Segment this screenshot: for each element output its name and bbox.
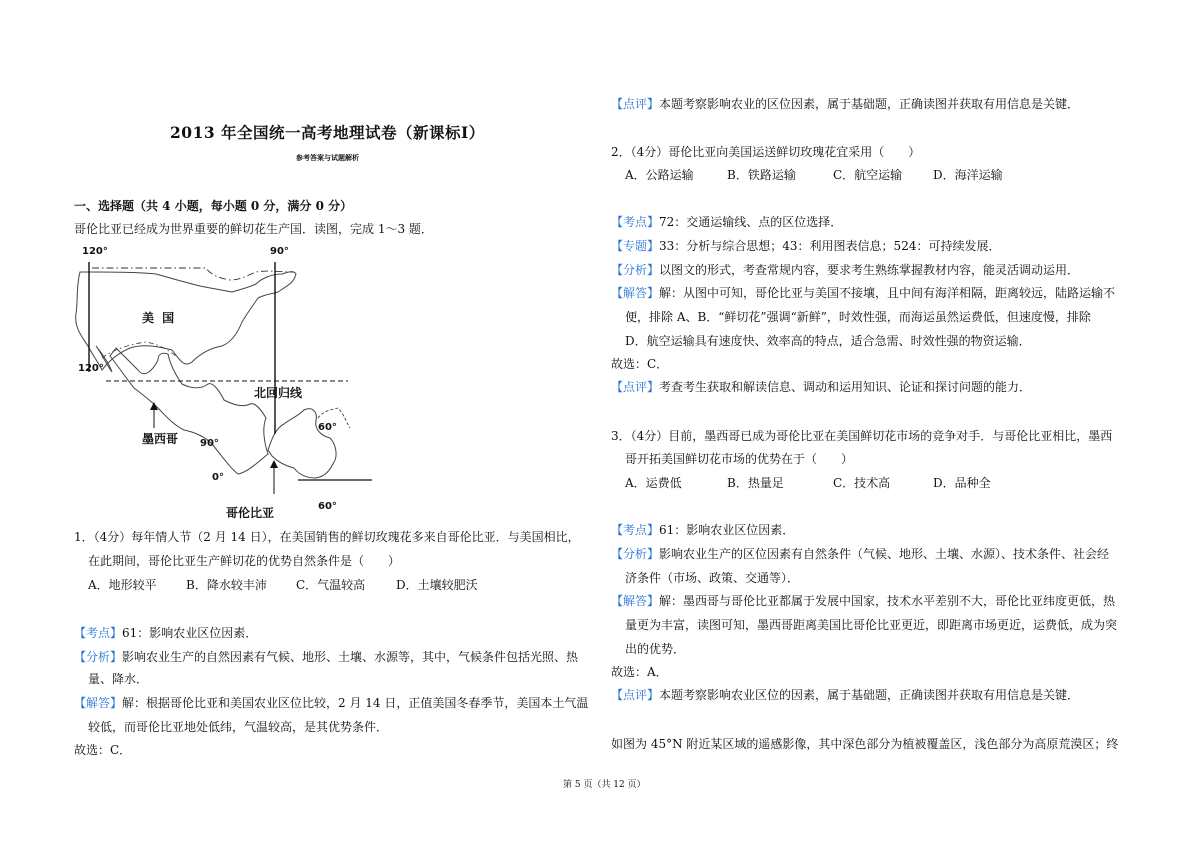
q3-fenxi-line2: 济条件（市场、政策、交通等）． [625, 571, 800, 585]
q2-jieda-line2: 便，排除 A、B．“鲜切花”强调“新鲜”，时效性强，而海运虽然运费低，但速度慢，排除 [625, 310, 1091, 324]
page-subtitle: 参考答案与试题解析 [296, 153, 359, 162]
q3-option-c: C．技术高 [833, 476, 891, 490]
map-label-equator: 0° [212, 472, 224, 483]
q2-kaodian [611, 213, 842, 230]
q1-fenxi-tag: 【分析】 [74, 650, 123, 664]
map-label-colombia: 哥伦比亚 [226, 506, 275, 520]
q1-kaodian-text: 61：影响农业区位因素． [122, 626, 258, 640]
q1-stem-line2: 在此期间，哥伦比亚生产鲜切花的优势自然条件是（ ） [88, 554, 401, 568]
q2-jieda [611, 284, 1115, 301]
q2-option-d: D．海洋运输 [933, 168, 1003, 182]
q2-zhuanti [611, 237, 1000, 254]
q3-jieda-line2: 量更为丰富，读图可知，墨西哥距离美国比哥伦比亚更近，即距离市场更近，运费低，成为突 [625, 618, 1118, 632]
map-label-120-left: 120° [78, 363, 104, 374]
q3-dianping-tag: 【点评】 [611, 688, 660, 702]
section-intro: 哥伦比亚已经成为世界重要的鲜切花生产国．读图，完成 1～3 题． [74, 222, 433, 236]
q3-jieda-tag: 【解答】 [611, 594, 660, 608]
q2-kaodian-text: 72：交通运输线、点的区位选择． [659, 215, 843, 229]
q1-option-a: A．地形较平 [88, 578, 157, 592]
q1-stem-line1: 1．（4分）每年情人节（2 月 14 日），在美国销售的鲜切玫瑰花多来自哥伦比亚．与美国相比， [74, 530, 580, 544]
colombia-arrow-head [270, 460, 278, 468]
q1-jieda-tag: 【解答】 [74, 696, 123, 710]
mexico-arrow-head [150, 402, 158, 410]
map-label-90-bottom: 90° [200, 438, 219, 449]
q1-option-c: C．气温较高 [296, 578, 366, 592]
q1-dianping-tag: 【点评】 [611, 97, 660, 111]
q2-option-b: B．铁路运输 [727, 168, 796, 182]
q2-kaodian-tag: 【考点】 [611, 215, 660, 229]
q1-fenxi-line2: 量、降水． [88, 672, 149, 686]
map-label-usa: 美 国 [142, 311, 177, 325]
q2-stem: 2．（4分）哥伦比亚向美国运送鲜切玫瑰花宜采用（ ） [611, 145, 921, 159]
map-label-60-top: 60° [318, 422, 337, 433]
q3-option-b: B．热量足 [727, 476, 784, 490]
map-label-60-bottom: 60° [318, 501, 337, 512]
q3-dianping [611, 686, 1079, 703]
us-mexico-border [102, 342, 176, 358]
q1-jieda-text1: 解：根据哥伦比亚和美国农业区位比较，2 月 14 日，正值美国冬春季节，美国本土气温 [122, 696, 589, 710]
q2-jieda-tag: 【解答】 [611, 286, 660, 300]
q2-dianping-tag: 【点评】 [611, 380, 660, 394]
q2-dianping [611, 378, 1031, 395]
q2-dianping-text: 考查考生获取和解读信息、调动和运用知识、论证和探讨问题的能力． [659, 380, 1032, 394]
q1-dianping [611, 95, 1079, 112]
colombia-outline [268, 409, 336, 478]
map-label-mexico: 墨西哥 [142, 432, 179, 446]
q1-fenxi-text1: 影响农业生产的自然因素有气候、地形、土壤、水源等，其中，气候条件包括光照、热 [122, 650, 579, 664]
q3-jieda [611, 592, 1115, 609]
q3-fenxi-tag: 【分析】 [611, 547, 660, 561]
q1-jieda [74, 694, 588, 711]
q2-jieda-text1: 解：从图中可知，哥伦比亚与美国不接壤，且中间有海洋相隔，距离较远，陆路运输不 [659, 286, 1116, 300]
q3-stem-line1: 3．（4分）目前，墨西哥已成为哥伦比亚在美国鲜切花市场的竞争对手．与哥伦比亚相比，墨西 [611, 429, 1113, 443]
q2-zhuanti-tag: 【专题】 [611, 239, 660, 253]
map-label-tropic: 北回归线 [254, 386, 303, 400]
map-label-120-top: 120° [82, 246, 108, 257]
q3-fenxi [611, 545, 1109, 562]
page-title: 2013 年全国统一高考地理试卷（新课标Ⅰ） [170, 123, 485, 142]
q2-fenxi [611, 261, 1079, 278]
q3-dianping-text: 本题考察影响农业区位的因素，属于基础题，正确读图并获取有用信息是关键． [659, 688, 1080, 702]
q3-jieda-text1: 解：墨西哥与哥伦比亚都属于发展中国家，技术水平差别不大，哥伦比亚纬度更低，热 [659, 594, 1116, 608]
q3-option-d: D．品种全 [933, 476, 991, 490]
mexico-outline [110, 348, 268, 474]
q3-answer: 故选：A． [611, 665, 668, 679]
q3-option-a: A．运费低 [625, 476, 682, 490]
q1-answer: 故选：C． [74, 743, 132, 757]
map-label-90-top: 90° [270, 246, 289, 257]
section-heading: 一、选择题（共 4 小题，每小题 0 分，满分 0 分） [74, 199, 353, 213]
q3-kaodian [611, 521, 794, 538]
q2-option-a: A．公路运输 [625, 168, 694, 182]
q2-fenxi-text: 以图文的形式，考查常规内容，要求考生熟练掌握教材内容，能灵活调动运用． [659, 263, 1080, 277]
q2-jieda-line3: D．航空运输具有速度快、效率高的特点，适合急需、时效性强的物资运输． [625, 334, 1031, 348]
q2-option-c: C．航空运输 [833, 168, 903, 182]
q2-fenxi-tag: 【分析】 [611, 263, 660, 277]
q1-option-b: B．降水较丰沛 [186, 578, 267, 592]
q1-option-d: D．土壤较肥沃 [396, 578, 478, 592]
q2-zhuanti-text: 33：分析与综合思想；43：利用图表信息；524：可持续发展． [659, 239, 1001, 253]
q1-kaodian-tag: 【考点】 [74, 626, 123, 640]
q1-jieda-line2: 较低，而哥伦比亚地处低纬，气温较高，是其优势条件． [88, 720, 389, 734]
q3-stem-line2: 哥开拓美国鲜切花市场的优势在于（ ） [625, 452, 854, 466]
q1-kaodian [74, 624, 257, 641]
usa-outline [76, 272, 296, 370]
q1-dianping-text: 本题考察影响农业的区位因素，属于基础题，正确读图并获取有用信息是关键． [659, 97, 1080, 111]
q3-fenxi-text1: 影响农业生产的区位因素有自然条件（气候、地形、土壤、水源）、技术条件、社会经 [659, 547, 1110, 561]
q1-fenxi [74, 648, 578, 665]
q3-jieda-line3: 出的优势． [625, 642, 686, 656]
q3-kaodian-tag: 【考点】 [611, 523, 660, 537]
q3-kaodian-text: 61：影响农业区位因素． [659, 523, 795, 537]
next-question-intro: 如图为 45°N 附近某区域的遥感影像，其中深色部分为植被覆盖区，浅色部分为高原荒漠区；终 [611, 737, 1119, 751]
q2-answer: 故选：C． [611, 357, 669, 371]
page-footer: 第 5 页（共 12 页） [563, 780, 646, 790]
